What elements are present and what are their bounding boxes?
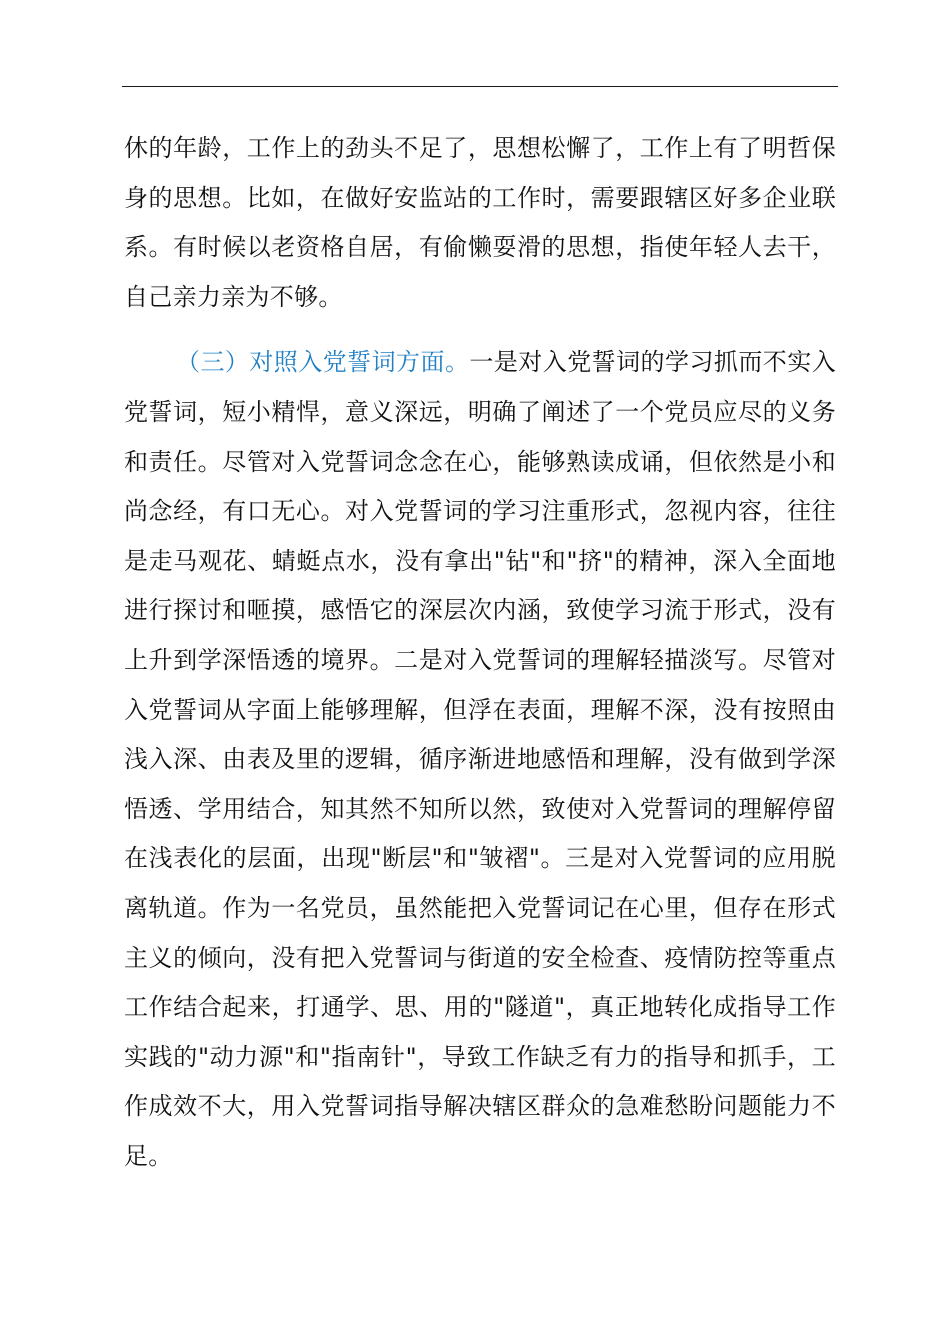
header-rule [122,86,838,87]
document-body [124,124,836,1181]
section-body-text: 一是对入党誓词的学习抓而不实入党誓词，短小精悍，意义深远，明确了阐述了一个党员应尽的义务和责任。尽管对入党誓词念念在心，能够熟读成诵，但依然是小和尚念经，有口无心。对入党誓词的学习注重形式，忽视内容，往往是走马观花、蜻蜓点水，没有拿出"钻"和"挤"的精神，深入全面地进行探讨和咂摸，感悟它的深层次内涵，致使学习流于形式，没有上升到学深悟透的境界。二是对入党誓词的理解轻描淡写。尽管对入党誓词从字面上能够理解，但浮在表面，理解不深，没有按照由浅入深、由表及里的逻辑，循序渐进地感悟和理解，没有做到学深悟透、学用结合，知其然不知所以然，致使对入党誓词的理解停留在浅表化的层面，出现"断层"和"皱褶"。三是对入党誓词的应用脱离轨道。作为一名党员，虽然能把入党誓词记在心里，但存在形式主义的倾向，没有把入党誓词与街道的安全检查、疫情防控等重点工作结合起来，打通学、思、用的"隧道"，真正地转化成指导工作实践的"动力源"和"指南针"，导致工作缺乏有力的指导和抓手，工作成效不大，用入党誓词指导解决辖区群众的急难愁盼问题能力不足。 [124,348,836,1170]
paragraph-section-three [124,338,836,1181]
paragraph-continuation: 休的年龄，工作上的劲头不足了，思想松懈了，工作上有了明哲保身的思想。比如，在做好安监站的工作时，需要跟辖区好多企业联系。有时候以老资格自居，有偷懒耍滑的思想，指使年轻人去干，自己亲力亲为不够。 [124,134,836,311]
section-heading: （三）对照入党誓词方面。 [176,348,470,377]
